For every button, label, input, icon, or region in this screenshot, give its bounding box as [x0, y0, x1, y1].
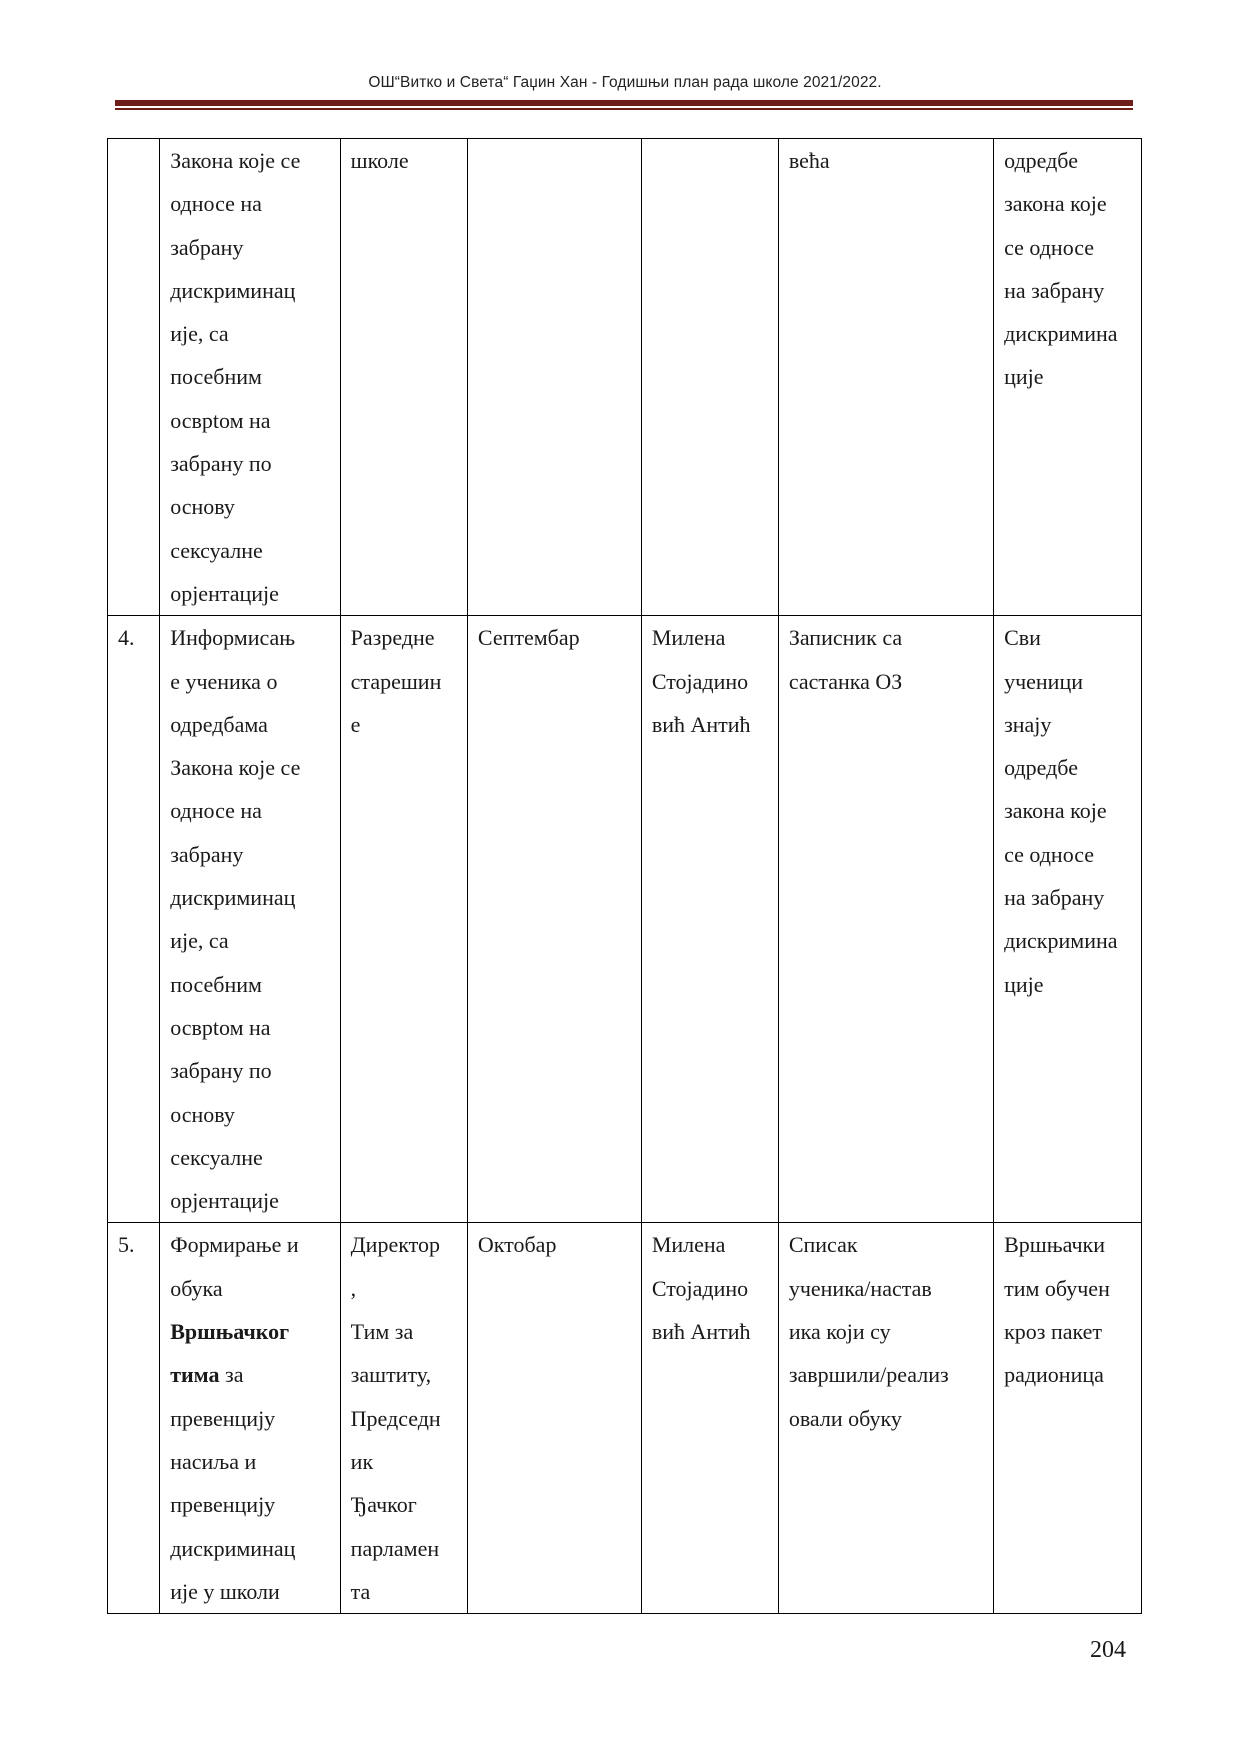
plan-table — [107, 138, 1142, 1614]
responsible-line: Председн — [350, 1405, 441, 1431]
outcome-line: ције — [1004, 971, 1044, 997]
activity-line: односе на — [170, 798, 262, 824]
outcome-line: на забрану — [1004, 885, 1105, 911]
running-header: ОШ“Витко и Света“ Гаџин Хан - Годишњи план рада школе 2021/2022. — [368, 74, 882, 91]
activity-line: Информисањ — [170, 625, 296, 651]
evidence-line: Записник са — [788, 625, 903, 651]
evidence-line: овали обуку — [788, 1405, 902, 1431]
activity-line: ије, са — [170, 928, 229, 954]
evidence-line: завршили/реализ — [788, 1362, 949, 1388]
responsible-line: та — [350, 1578, 371, 1604]
evidence-line: Списак — [788, 1232, 858, 1258]
text-segment: Формирање и — [170, 1232, 299, 1258]
outcome-line: на забрану — [1004, 277, 1105, 303]
activity-line: забрану — [170, 234, 244, 260]
row-number-cell — [108, 616, 160, 1223]
row-number-cell — [108, 139, 160, 616]
activity-line: сексуалне — [170, 1144, 263, 1170]
activity-line: Закона које се — [170, 148, 301, 173]
responsible-line: Ђачког — [350, 1492, 417, 1518]
outcome-line: Сви — [1004, 625, 1041, 651]
activity-cell — [160, 1223, 340, 1614]
outcome-cell — [994, 139, 1142, 616]
activity-line — [170, 1353, 339, 1396]
outcome-line: радионица — [1004, 1362, 1104, 1388]
lead-cell — [641, 616, 778, 1223]
lead-line: Стојадино — [651, 668, 749, 694]
timing-cell — [467, 616, 641, 1223]
timing-line: Октобар — [477, 1232, 557, 1258]
activity-line: дискриминац — [170, 277, 296, 303]
responsible-cell — [340, 616, 467, 1223]
outcome-line: се односе — [1004, 234, 1095, 260]
evidence-cell — [778, 139, 993, 616]
lead-line: Милена — [651, 1232, 726, 1258]
row-number-cell — [108, 1223, 160, 1614]
activity-line: основу — [170, 494, 235, 520]
evidence-cell — [778, 1223, 993, 1614]
timing-cell — [467, 139, 641, 616]
text-segment: превенцију — [170, 1405, 276, 1431]
activity-line — [170, 1310, 339, 1353]
responsible-cell — [340, 1223, 467, 1614]
activity-line: одредбама — [170, 711, 268, 737]
outcome-line: кроз пакет — [1004, 1319, 1103, 1345]
text-segment: за — [219, 1362, 244, 1388]
table-row — [108, 616, 1142, 1223]
text-segment: ије у школи — [170, 1578, 280, 1604]
activity-line: Закона које се — [170, 755, 301, 781]
activity-line: односе на — [170, 191, 262, 217]
text-segment: насиља и — [170, 1448, 257, 1474]
outcome-line: ције — [1004, 364, 1044, 390]
outcome-line: се односе — [1004, 841, 1095, 867]
responsible-line: Разредне — [350, 625, 435, 651]
plan-table-body — [108, 139, 1142, 1614]
outcome-line: одредбе — [1004, 755, 1078, 781]
activity-line: забрану по — [170, 451, 272, 477]
outcome-line: знају — [1004, 711, 1052, 737]
activity-cell — [160, 616, 340, 1223]
outcome-line: дискримина — [1004, 321, 1118, 347]
lead-line: Милена — [651, 625, 726, 651]
evidence-line: ученика/настав — [788, 1275, 932, 1301]
table-row — [108, 1223, 1142, 1614]
activity-line — [170, 1570, 339, 1613]
activity-line: забрану по — [170, 1058, 272, 1084]
activity-cell — [160, 139, 340, 616]
row-number: 4. — [118, 625, 135, 651]
activity-line: е ученика о — [170, 668, 278, 694]
responsible-line: , — [350, 1275, 357, 1301]
header-rule-thick — [115, 100, 1133, 106]
evidence-cell — [778, 616, 993, 1223]
outcome-line: тим обучен — [1004, 1275, 1110, 1301]
outcome-cell — [994, 1223, 1142, 1614]
row-number: 5. — [118, 1232, 135, 1258]
activity-line — [170, 1397, 339, 1440]
responsible-line: е — [350, 711, 361, 737]
outcome-cell — [994, 616, 1142, 1223]
lead-line: Стојадино — [651, 1275, 749, 1301]
responsible-line: Тим за — [350, 1319, 414, 1345]
timing-line: Септембар — [477, 625, 580, 651]
responsible-line: парламен — [350, 1535, 440, 1561]
activity-line: орјентације — [170, 580, 279, 606]
activity-line: сексуалне — [170, 537, 263, 563]
outcome-line: ученици — [1004, 668, 1084, 694]
outcome-line: одредбе — [1004, 148, 1078, 173]
evidence-line: већа — [788, 148, 830, 173]
activity-line — [170, 1483, 339, 1526]
lead-line: вић Антић — [651, 1319, 751, 1345]
outcome-line: Вршњачки — [1004, 1232, 1106, 1258]
activity-line — [170, 1267, 339, 1310]
responsible-line: Директор — [350, 1232, 440, 1258]
activity-line: ије, са — [170, 321, 229, 347]
activity-line: осврtом на — [170, 1014, 271, 1040]
lead-cell — [641, 1223, 778, 1614]
activity-line — [170, 1440, 339, 1483]
activity-line: орјентације — [170, 1188, 279, 1214]
evidence-line: ика који су — [788, 1319, 891, 1345]
responsible-line: старешин — [350, 668, 442, 694]
responsible-line: заштиту, — [350, 1362, 432, 1388]
activity-line: забрану — [170, 841, 244, 867]
outcome-line: закона које — [1004, 191, 1107, 217]
text-segment: превенцију — [170, 1492, 276, 1518]
timing-cell — [467, 1223, 641, 1614]
responsible-cell — [340, 139, 467, 616]
activity-line: основу — [170, 1101, 235, 1127]
text-segment: обука — [170, 1275, 223, 1301]
activity-line — [170, 1223, 339, 1266]
bold-text: Вршњачког — [170, 1319, 290, 1345]
header-rule-thin — [115, 108, 1133, 110]
outcome-line: дискримина — [1004, 928, 1118, 954]
page-number: 204 — [1090, 1637, 1126, 1663]
activity-line — [170, 1527, 339, 1570]
evidence-line: састанка ОЗ — [788, 668, 903, 694]
text-segment: дискриминац — [170, 1535, 296, 1561]
lead-line: вић Антић — [651, 711, 751, 737]
outcome-line: закона које — [1004, 798, 1107, 824]
activity-line: посебним — [170, 971, 262, 997]
activity-line: посебним — [170, 364, 262, 390]
activity-line: осврtом на — [170, 407, 271, 433]
activity-line: дискриминац — [170, 885, 296, 911]
responsible-line: школе — [350, 148, 409, 173]
lead-cell — [641, 139, 778, 616]
responsible-line: ик — [350, 1448, 374, 1474]
bold-text: тима — [170, 1362, 220, 1388]
table-row — [108, 139, 1142, 616]
